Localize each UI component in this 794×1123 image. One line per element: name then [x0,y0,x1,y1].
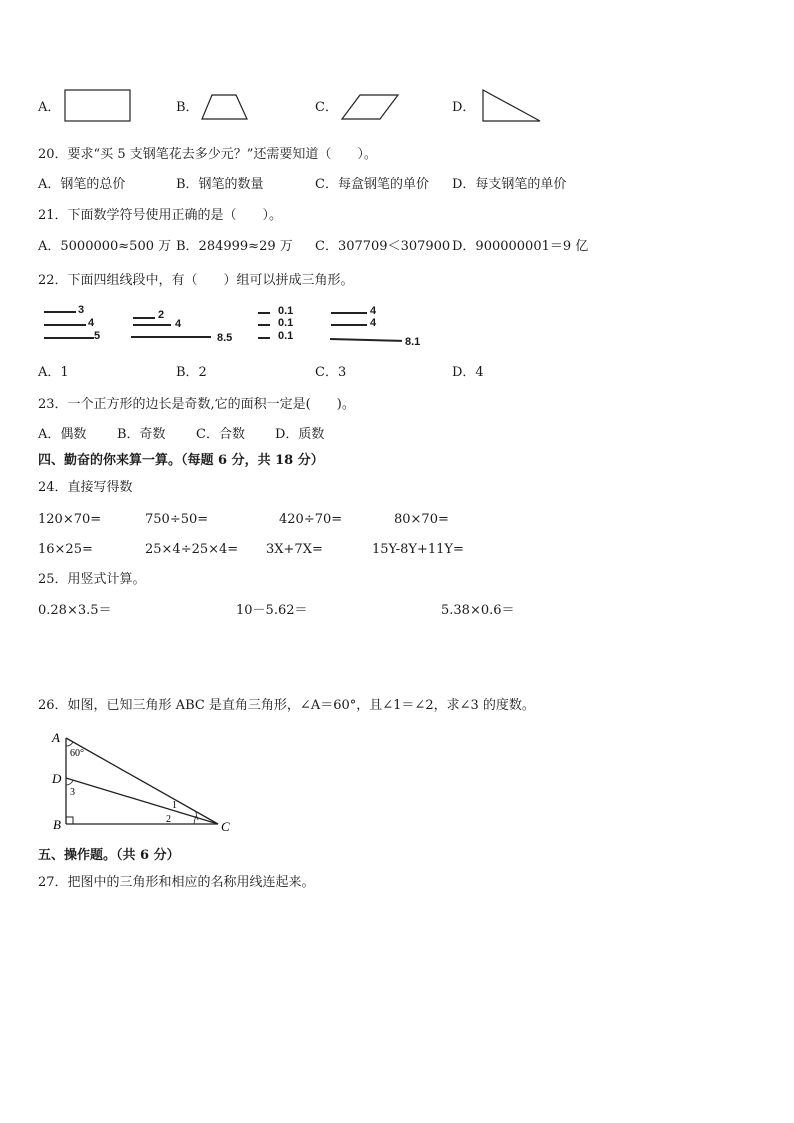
trapezoid-shape [200,93,250,121]
q24-item: 750÷50= [145,512,209,527]
q25-item: 0.28×3.5＝ [38,603,112,618]
segment [330,338,402,342]
section-4-title: 四、勤奋的你来算一算。（每题 6 分，共 18 分） [38,453,324,468]
right-triangle-shape [480,88,542,124]
q24-item: 80×70= [394,512,449,527]
q20-stem: 20．要求“买 5 支钢笔花去多少元？”还需要知道（ ）。 [38,147,377,162]
segment [133,324,171,326]
vertex-c-label: C [221,819,230,834]
q24-item: 420÷70= [279,512,343,527]
q20-option-c: C．每盒钢笔的单价 [315,177,429,192]
right-triangle-figure [46,728,241,842]
vertex-a-label: A [52,730,60,745]
segment-length: 8.1 [405,336,421,348]
q23-option-a: A．偶数 [38,427,87,442]
q22-option-c: C．3 [315,365,347,380]
segment-length: 4 [175,318,182,330]
side-ac [66,738,218,824]
segment [258,312,270,314]
parallelogram-shape [340,93,400,121]
section-5-title: 五、操作题。（共 6 分） [38,848,180,863]
q24-item: 25×4÷25×4= [145,542,239,557]
angle-a-value: 60° [70,748,84,759]
q19-option-c-label: C． [315,100,338,115]
segment-length: 0.1 [278,317,294,329]
vertex-d-label: D [52,771,62,786]
q19-option-b-label: B． [176,100,199,115]
q24-item: 3X+7X= [266,542,323,557]
segment-length: 0.1 [278,330,294,342]
segment-length: 2 [158,309,165,321]
q27-stem: 27．把图中的三角形和相应的名称用线连起来。 [38,875,315,890]
segment [44,311,76,313]
q21-option-a: A．5000000≈500 万 [38,239,172,254]
q19-option-d-label: D． [452,100,476,115]
q19-option-a-label: A． [38,100,61,115]
q20-option-a: A．钢笔的总价 [38,177,126,192]
segment [131,336,211,338]
q21-option-b: B．284999≈29 万 [176,239,293,254]
segment [331,312,367,314]
q20-option-d: D．每支钢笔的单价 [452,177,567,192]
q24-item: 16×25= [38,542,93,557]
right-angle-mark [66,817,73,824]
q23-option-d: D．质数 [275,427,325,442]
angle-a-arc [66,742,73,746]
q22-option-b: B．2 [176,365,207,380]
segment-length: 4 [370,317,377,329]
segment-length: 5 [94,330,101,342]
angle-3-label: 3 [70,787,75,798]
segment-length: 3 [78,304,85,316]
q24-stem: 24．直接写得数 [38,480,133,495]
segment-length: 8.5 [217,332,233,344]
q26-stem: 26．如图，已知三角形 ABC 是直角三角形，∠A＝60°，且∠1＝∠2，求∠3 的度数。 [38,698,535,713]
q20-option-b: B．钢笔的数量 [176,177,264,192]
segment-length: 4 [370,305,377,317]
q21-option-c: C．307709＜307900 [315,239,451,254]
q23-option-b: B．奇数 [117,427,166,442]
segment-length: 0.1 [278,305,294,317]
q22-stem: 22．下面四组线段中，有（ ）组可以拼成三角形。 [38,273,354,288]
segment [258,324,270,326]
vertex-b-label: B [53,817,61,832]
q21-stem: 21．下面数学符号使用正确的是（ ）。 [38,208,283,223]
q25-item: 5.38×0.6＝ [441,603,515,618]
segment [331,324,367,326]
angle-3-arc [66,780,73,785]
q25-item: 10－5.62＝ [236,603,308,618]
q21-option-d: D．900000001＝9 亿 [452,239,589,254]
angle-2-label: 2 [166,814,171,825]
q24-item: 15Y-8Y+11Y= [372,542,464,557]
segment-length: 4 [88,317,95,329]
segment [44,337,94,339]
rectangle-shape [64,89,132,122]
angle-1-label: 1 [172,800,177,811]
segment [258,337,270,339]
segment [44,324,86,326]
q22-option-d: D．4 [452,365,484,380]
q25-stem: 25．用竖式计算。 [38,572,146,587]
segment [133,317,155,319]
q23-option-c: C．合数 [196,427,245,442]
q22-option-a: A．1 [38,365,69,380]
q23-stem: 23．一个正方形的边长是奇数,它的面积一定是( )。 [38,397,355,412]
q24-item: 120×70= [38,512,102,527]
